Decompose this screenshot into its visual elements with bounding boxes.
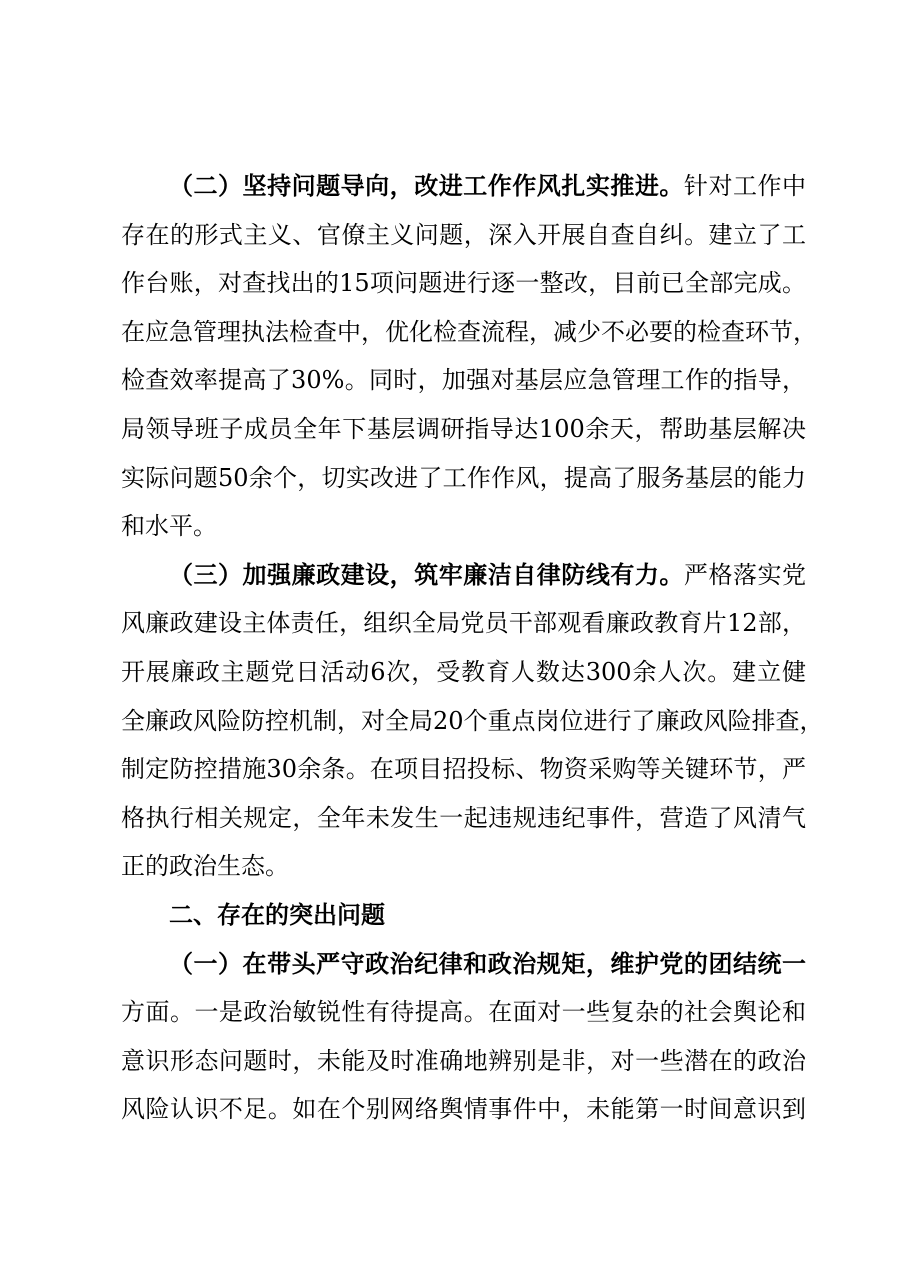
paragraph-lead: （三）加强廉政建设，筑牢廉洁自律防线有力。	[169, 559, 684, 589]
text-line: 制定防控措施30余条。在项目招投标、物资采购等关键环节，严	[121, 755, 806, 784]
paragraph-problem-1	[121, 940, 806, 1134]
text-line: 存在的形式主义、官僚主义问题，深入开展自查自纠。建立了工	[121, 220, 806, 249]
text-line: 局领导班子成员全年下基层调研指导达100余天，帮助基层解决	[121, 414, 806, 443]
text-line: （三）加强廉政建设，筑牢廉洁自律防线有力。严格落实党	[169, 559, 807, 589]
document-body	[121, 162, 824, 1134]
text-line: 全廉政风险防控机制，对全局20个重点岗位进行了廉政风险排查，	[121, 706, 824, 735]
text-line: 检查效率提高了30%。同时，加强对基层应急管理工作的指导，	[121, 366, 806, 395]
paragraph-lead: （二）坚持问题导向，改进工作作风扎实推进。	[169, 171, 684, 200]
text-line: 实际问题50余个，切实改进了工作作风，提高了服务基层的能力	[121, 463, 806, 492]
text-line: 在应急管理执法检查中，优化检查流程，减少不必要的检查环节，	[121, 317, 817, 346]
text-line: 方面。一是政治敏锐性有待提高。在面对一些复杂的社会舆论和	[121, 998, 806, 1027]
text-line: 风廉政建设主体责任，组织全局党员干部观看廉政教育片12部，	[121, 609, 806, 638]
paragraph-section-2	[121, 162, 817, 551]
section-heading: 二、存在的突出问题	[169, 900, 385, 929]
text-line: 风险认识不足。如在个别网络舆情事件中，未能第一时间意识到	[121, 1095, 806, 1124]
text-line: 意识形态问题时，未能及时准确地辨别是非，对一些潜在的政治	[121, 1046, 806, 1075]
text-line: 作台账，对查找出的15项问题进行逐一整改，目前已全部完成。	[121, 269, 806, 298]
text-line: 和水平。	[121, 512, 217, 541]
paragraph-lead: （一）在带头严守政治纪律和政治规矩，维护党的团结统一	[169, 948, 806, 978]
text-line: 开展廉政主题党日活动6次，受教育人数达300余人次。建立健	[121, 657, 806, 686]
text-line: 格执行相关规定，全年未发生一起违规违纪事件，营造了风清气	[121, 803, 806, 832]
text-line: 正的政治生态。	[121, 852, 289, 881]
text-line: （二）坚持问题导向，改进工作作风扎实推进。针对工作中	[169, 171, 807, 200]
text-line	[121, 940, 806, 989]
paragraph-section-3	[121, 551, 824, 891]
